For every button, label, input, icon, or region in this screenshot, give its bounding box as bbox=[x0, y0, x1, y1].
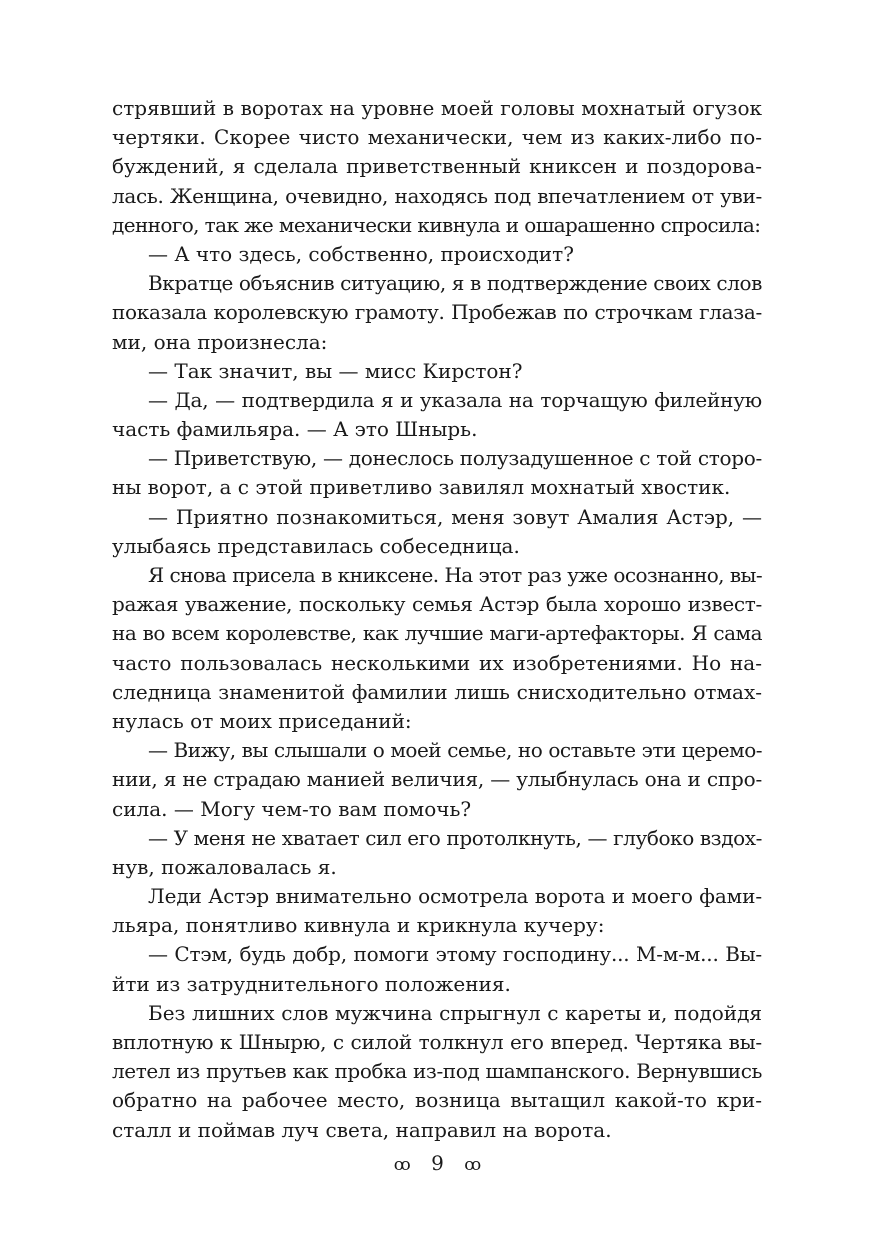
text-line: лась. Женщина, очевидно, находясь под впечатлением от уви- bbox=[112, 183, 762, 208]
text-line: показала королевскую грамоту. Пробежав по строчкам глаза- bbox=[112, 300, 762, 325]
text-line: буждений, я сделала приветственный книксен и поздорова- bbox=[112, 154, 762, 179]
text-line: часто пользовалась несколькими их изобретениями. Но на- bbox=[112, 650, 762, 675]
text-line: летел из прутьев как пробка из-под шампанского. Вернувшись bbox=[112, 1059, 762, 1084]
text-line: Без лишних слов мужчина спрыгнул с кареты и, подойдя bbox=[148, 1000, 762, 1025]
text-line: — Приветствую, — донеслось полузадушенное с той сторо- bbox=[148, 446, 762, 471]
text-line: вплотную к Шнырю, с силой толкнул его вперед. Чертяка вы- bbox=[112, 1030, 762, 1054]
text-line: улыбаясь представилась собеседница. bbox=[112, 533, 520, 558]
text-line: сила. — Могу чем-то вам помочь? bbox=[112, 796, 472, 821]
page-footer bbox=[0, 1150, 875, 1178]
text-line: льяра, понятливо кивнула и крикнула кучеру: bbox=[112, 913, 605, 938]
text-line: йти из затруднительного положения. bbox=[112, 971, 511, 996]
text-line: нии, я не страдаю манией величия, — улыбнулась она и спро- bbox=[112, 767, 762, 792]
text-line: — Приятно познакомиться, меня зовут Амалия Астэр, — bbox=[148, 504, 762, 529]
page-number: 9 bbox=[431, 1151, 444, 1175]
text-line: стрявший в воротах на уровне моей головы мохнатый огузок bbox=[112, 96, 762, 120]
text-line: нулась от моих приседаний: bbox=[112, 708, 412, 733]
text-line: — Стэм, будь добр, помоги этому господину... М-м-м... Вы- bbox=[148, 942, 762, 967]
text-line: чертяки. Скорее чисто механически, чем из каких-либо по- bbox=[112, 125, 762, 150]
text-line: — У меня не хватает сил его протолкнуть, — глубоко вздох- bbox=[148, 825, 762, 850]
text-line: нув, пожаловалась я. bbox=[112, 854, 337, 879]
text-line: на во всем королевстве, как лучшие маги-артефакторы. Я сама bbox=[112, 621, 762, 646]
text-line: — Так значит, вы — мисс Кирстон? bbox=[148, 358, 523, 383]
text-line: обратно на рабочее место, возница вытащил какой-то кри- bbox=[112, 1088, 762, 1113]
text-line: Вкратце объяснив ситуацию, я в подтверждение своих слов bbox=[148, 271, 762, 296]
text-line: часть фамильяра. — А это Шнырь. bbox=[112, 417, 478, 442]
body-text bbox=[112, 94, 762, 1145]
text-line: — Да, — подтвердила я и указала на торчащую филейную bbox=[148, 387, 762, 412]
text-line: ражая уважение, поскольку семья Астэр была хорошо извест- bbox=[112, 592, 762, 617]
text-line: Леди Астэр внимательно осмотрела ворота и моего фами- bbox=[148, 884, 762, 909]
text-line: ны ворот, а с этой приветливо завилял мохнатый хвостик. bbox=[112, 475, 731, 500]
text-line: следница знаменитой фамилии лишь снисходительно отмах- bbox=[112, 679, 762, 704]
text-line: — А что здесь, собственно, происходит? bbox=[148, 241, 574, 266]
right-ornament-icon: ꝏ bbox=[464, 1155, 482, 1175]
text-line: Я снова присела в книксене. На этот раз уже осознанно, вы- bbox=[148, 563, 762, 587]
text-line: денного, так же механически кивнула и ошарашенно спросила: bbox=[112, 212, 761, 237]
left-ornament-icon: ꝏ bbox=[393, 1155, 411, 1175]
text-line: ми, она произнесла: bbox=[112, 329, 328, 354]
text-line: сталл и поймав луч света, направил на ворота. bbox=[112, 1117, 612, 1142]
text-line: — Вижу, вы слышали о моей семье, но оставьте эти церемо- bbox=[148, 738, 762, 763]
